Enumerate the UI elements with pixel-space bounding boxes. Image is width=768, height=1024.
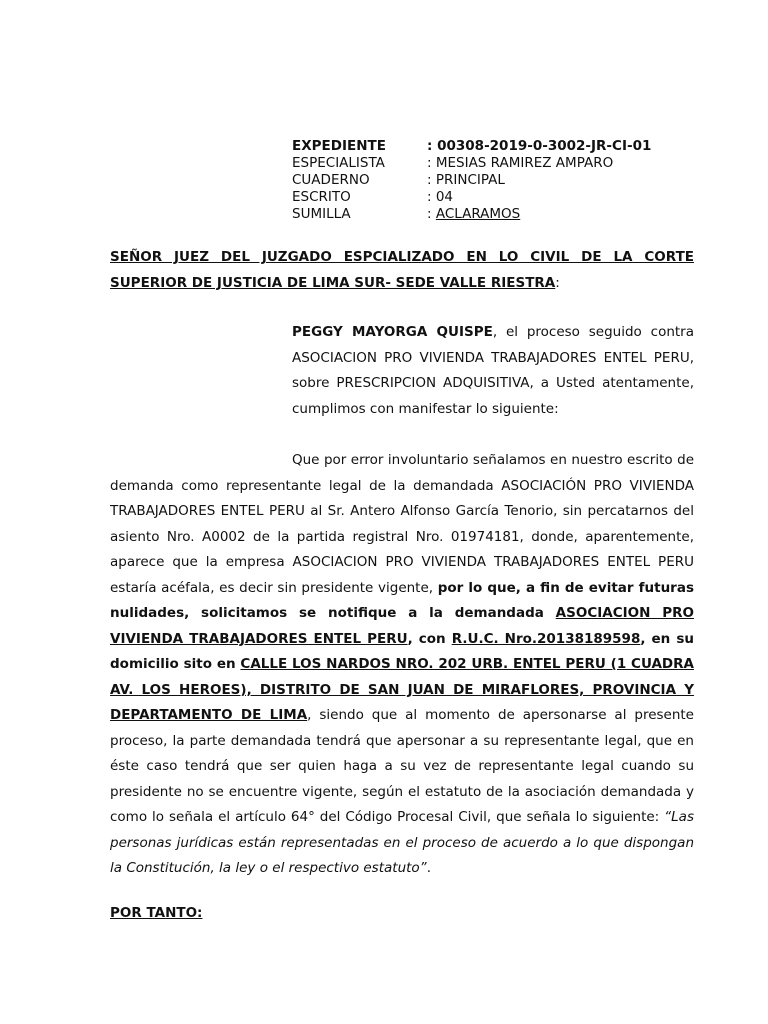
body-bold-2: , con <box>407 630 452 647</box>
intro-text: , el proceso seguido contra ASOCIACION PRO VIVIENDA TRABAJADORES ENTEL PERU, sobre PRESCRIPCION ADQUISITIVA, a Usted atentamente, cumplimos con manifestar lo siguiente: <box>292 324 694 417</box>
sumilla-value: ACLARAMOS <box>435 206 521 222</box>
header-value-prefix: : <box>427 206 436 222</box>
header-label: CUADERNO <box>292 172 370 188</box>
body-text-2: , siendo que al momento de apersonarse al presente proceso, la parte demandada tendrá que apersonar a su representante legal, que en éste caso tendrá que ser quien haga a su vez de representante legal cuando su presidente no se encuentre vigente, según el estatuto de la asociación demandada y como lo señala el artículo 64° del Código Procesal Civil, que señala lo siguiente: <box>110 707 694 825</box>
header-label: ESPECIALISTA <box>292 155 385 171</box>
header-row-sumilla <box>292 206 651 223</box>
body-text-1: Que por error involuntario señalamos en nuestro escrito de demanda como representante legal de la demandada ASOCIACIÓN PRO VIVIENDA TRABAJADORES ENTEL PERU al Sr. Antero Alfonso García Tenorio, sin percatarnos del asiento Nro. A0002 de la partida registral Nro. 01974181, donde, aparentemente, aparece que la empresa ASOCIACION PRO VIVIENDA TRABAJADORES ENTEL PERU estaría acéfala, es decir sin presidente vigente, <box>110 452 694 596</box>
defendant-name: ASOCIACION PRO VIVIENDA TRABAJADORES ENTEL PERU <box>110 605 694 647</box>
header-value: : 04 <box>427 189 454 205</box>
legal-quote: “Las personas jurídicas están representadas en el proceso de acuerdo a lo que dispongan la Constitución, la ley o el respectivo estatuto” <box>110 809 694 876</box>
addressee <box>110 244 694 296</box>
body-bold-1: por lo que, a fin de evitar futuras nulidades, solicitamos se notifique a la demandada <box>110 579 694 621</box>
header-label: EXPEDIENTE <box>292 138 386 154</box>
addressee-text: SEÑOR JUEZ DEL JUZGADO ESPCIALIZADO EN LO CIVIL DE LA CORTE SUPERIOR DE JUSTICIA DE LIMA SUR- SEDE VALLE RIESTRA <box>110 249 694 291</box>
header-value: : MESIAS RAMIREZ AMPARO <box>427 155 614 171</box>
body-paragraph <box>110 448 694 882</box>
defendant-address: CALLE LOS NARDOS NRO. 202 URB. ENTEL PERU (1 CUADRA AV. LOS HEROES), DISTRITO DE SAN JUAN DE MIRAFLORES, PROVINCIA Y DEPARTAMENTO DE LIMA <box>110 656 694 723</box>
header-row-especialista <box>292 155 651 172</box>
header-value: : PRINCIPAL <box>427 172 505 188</box>
header-label: SUMILLA <box>292 206 351 222</box>
plaintiff-name: PEGGY MAYORGA QUISPE <box>292 324 493 340</box>
closing-heading: POR TANTO: <box>110 905 203 921</box>
case-header <box>292 138 651 223</box>
intro-paragraph <box>292 320 694 422</box>
header-label: ESCRITO <box>292 189 351 205</box>
addressee-separator: : <box>555 275 560 291</box>
header-row-cuaderno <box>292 172 651 189</box>
header-value <box>427 206 520 223</box>
ruc-number: R.U.C. Nro.20138189598 <box>451 630 641 647</box>
header-row-escrito <box>292 189 651 206</box>
body-end: . <box>426 860 431 876</box>
header-value: : 00308-2019-0-3002-JR-CI-01 <box>427 138 652 154</box>
header-row-expediente <box>292 138 651 155</box>
body-bold-3: , en su domicilio sito en <box>110 630 694 672</box>
